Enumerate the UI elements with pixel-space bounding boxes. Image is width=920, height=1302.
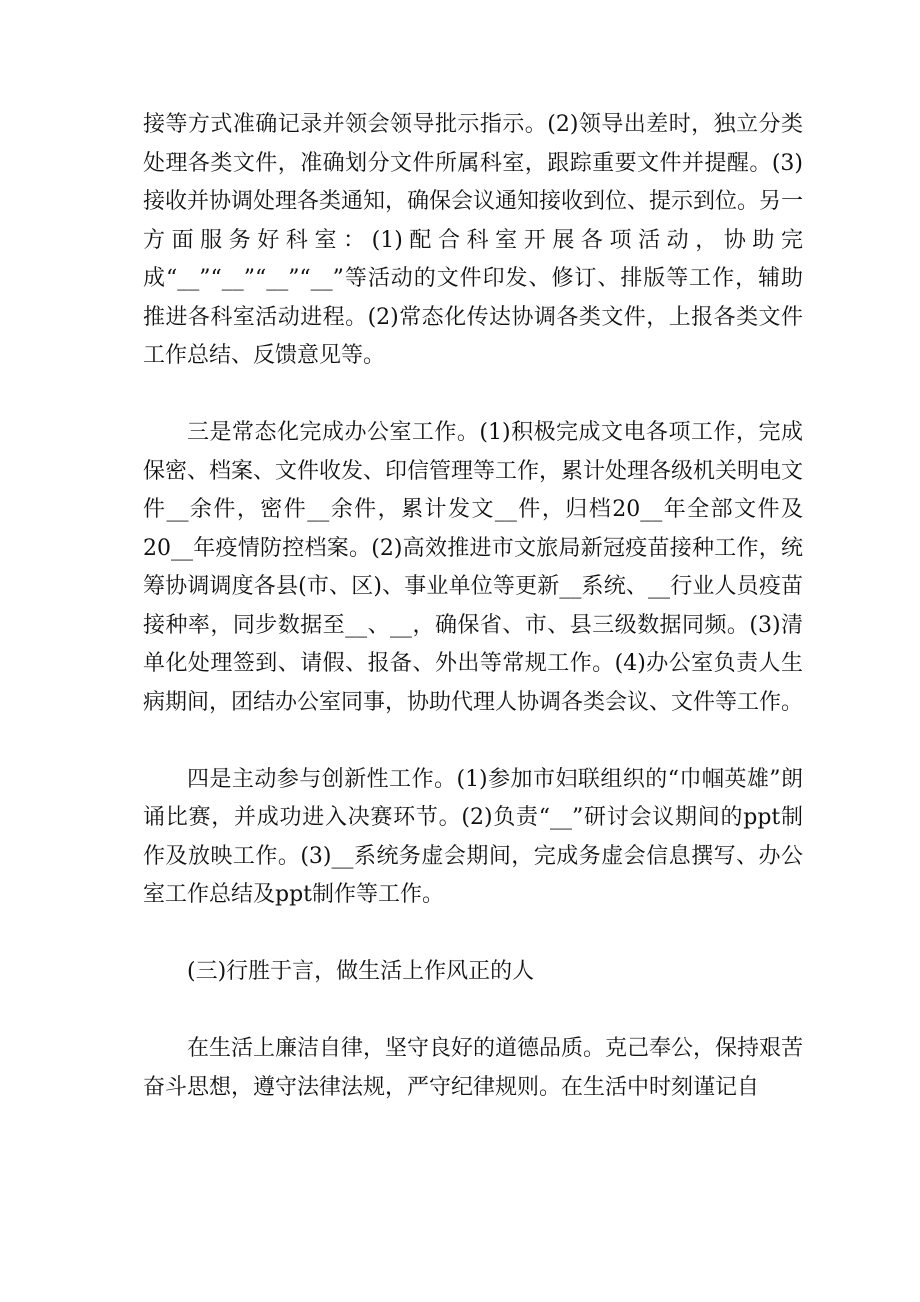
paragraph-gap	[143, 915, 803, 954]
paragraph-gap	[143, 992, 803, 1031]
paragraph-gap	[143, 722, 803, 761]
document-body	[143, 106, 803, 1107]
section-heading: (三)行胜于言，做生活上作风正的人	[187, 959, 535, 984]
paragraph-gap	[143, 376, 803, 415]
paragraph-innovative-work: 四是主动参与创新性工作。(1)参加市妇联组织的“巾帼英雄”朗诵比赛，并成功进入决赛环节。(2)负责“__”研讨会议期间的ppt制作及放映工作。(3)__系统务虚会期间，完成务虚会信息撰写、办公室工作总结及ppt制作等工作。	[143, 766, 803, 907]
paragraph-routine-office-work: 三是常态化完成办公室工作。(1)积极完成文电各项工作，完成保密、档案、文件收发、印信管理等工作，累计处理各级机关明电文件__余件，密件__余件，累计发文__件，归档20__年全部文件及20__年疫情防控档案。(2)高效推进市文旅局新冠疫苗接种工作，统筹协调调度各县(市、区)、事业单位等更新__系统、__行业人员疫苗接种率，同步数据至__、__，确保省、市、县三级数据同频。(3)清单化处理签到、请假、报备、外出等常规工作。(4)办公室负责人生病期间，团结办公室同事，协助代理人协调各类会议、文件等工作。	[143, 420, 804, 715]
paragraph-life-conduct: 在生活上廉洁自律，坚守良好的道德品质。克己奉公，保持艰苦奋斗思想，遵守法律法规，严守纪律规则。在生活中时刻谨记自	[143, 1036, 804, 1100]
paragraph-office-service: 接等方式准确记录并领会领导批示指示。(2)领导出差时，独立分类处理各类文件，准确划分文件所属科室，跟踪重要文件并提醒。(3)接收并协调处理各类通知，确保会议通知接收到位、提示到位。另一方面服务好科室：(1)配合科室开展各项活动，协助完成“__”“__”“__”“__”等活动的文件印发、修订、排版等工作，辅助推进各科室活动进程。(2)常态化传达协调各类文件，上报各类文件工作总结、反馈意见等。	[143, 112, 804, 368]
